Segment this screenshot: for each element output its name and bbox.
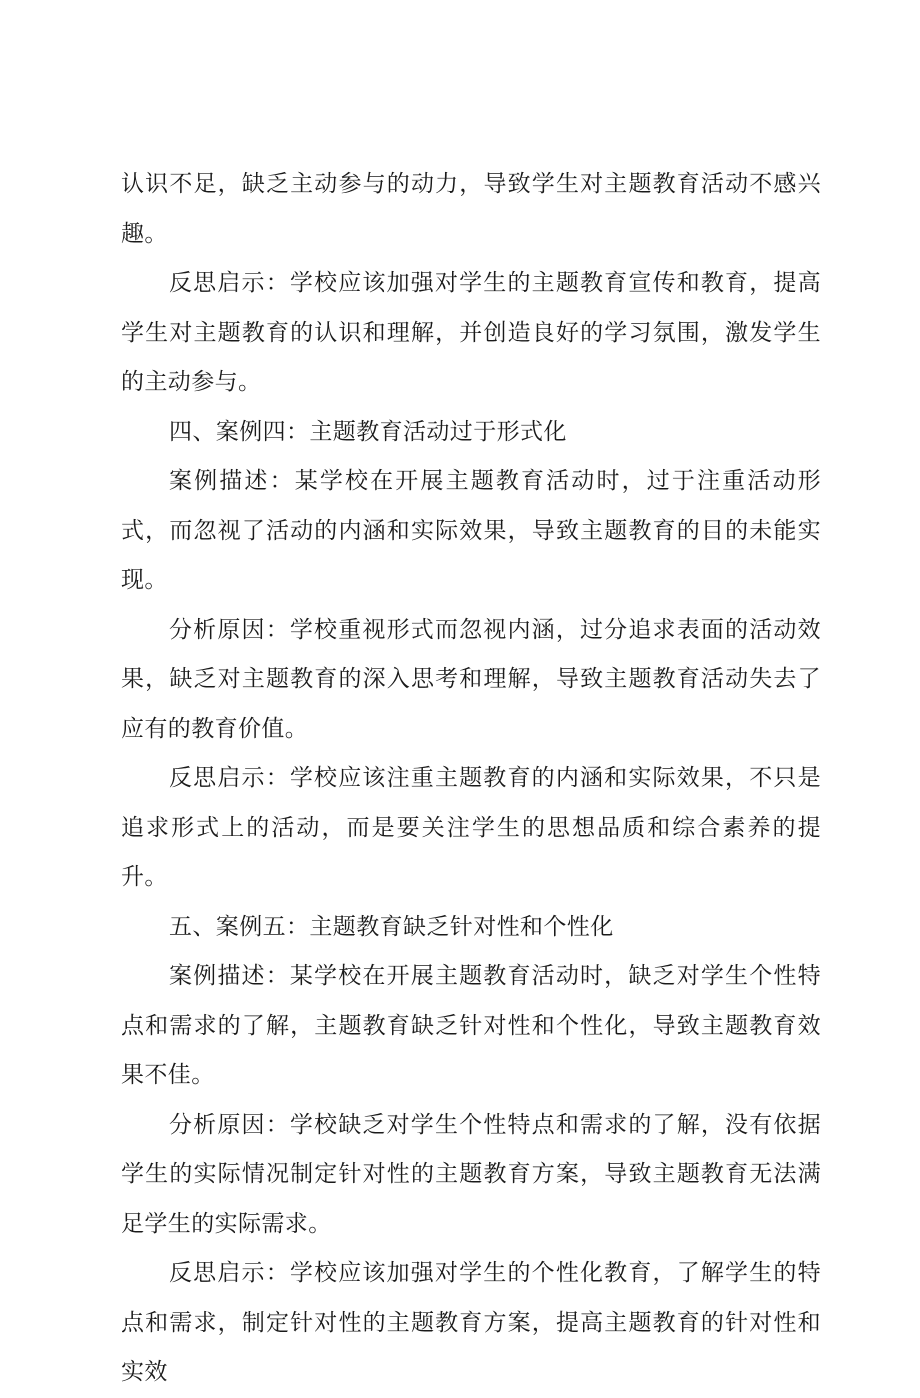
- paragraph-analysis-4: 分析原因：学校重视形式而忽视内涵，过分追求表面的活动效果，缺乏对主题教育的深入思考和理解，导致主题教育活动失去了应有的教育价值。: [121, 616, 821, 742]
- paragraph-description-5: 案例描述：某学校在开展主题教育活动时，缺乏对学生个性特点和需求的了解，主题教育缺乏针对性和个性化，导致主题教育效果不佳。: [121, 963, 821, 1088]
- paragraph-continued: 认识不足，缺乏主动参与的动力，导致学生对主题教育活动不感兴趣。: [121, 171, 821, 247]
- paragraph-reflection-4: 反思启示：学校应该注重主题教育的内涵和实际效果，不只是追求形式上的活动，而是要关注学生的思想品质和综合素养的提升。: [121, 765, 821, 890]
- section-heading-case-5: 五、案例五：主题教育缺乏针对性和个性化: [169, 913, 614, 940]
- document-body: [121, 160, 821, 1398]
- paragraph-reflection-3: 反思启示：学校应该加强对学生的主题教育宣传和教育，提高学生对主题教育的认识和理解，并创造良好的学习氛围，激发学生的主动参与。: [121, 270, 821, 395]
- paragraph-reflection-5: 反思启示：学校应该加强对学生的个性化教育，了解学生的特点和需求，制定针对性的主题教育方案，提高主题教育的针对性和实效: [121, 1260, 821, 1385]
- paragraph-analysis-5: 分析原因：学校缺乏对学生个性特点和需求的了解，没有依据学生的实际情况制定针对性的主题教育方案，导致主题教育无法满足学生的实际需求。: [121, 1111, 821, 1237]
- section-heading-case-4: 四、案例四：主题教育活动过于形式化: [169, 418, 567, 445]
- paragraph-description-4: 案例描述：某学校在开展主题教育活动时，过于注重活动形式，而忽视了活动的内涵和实际效果，导致主题教育的目的未能实现。: [121, 468, 821, 593]
